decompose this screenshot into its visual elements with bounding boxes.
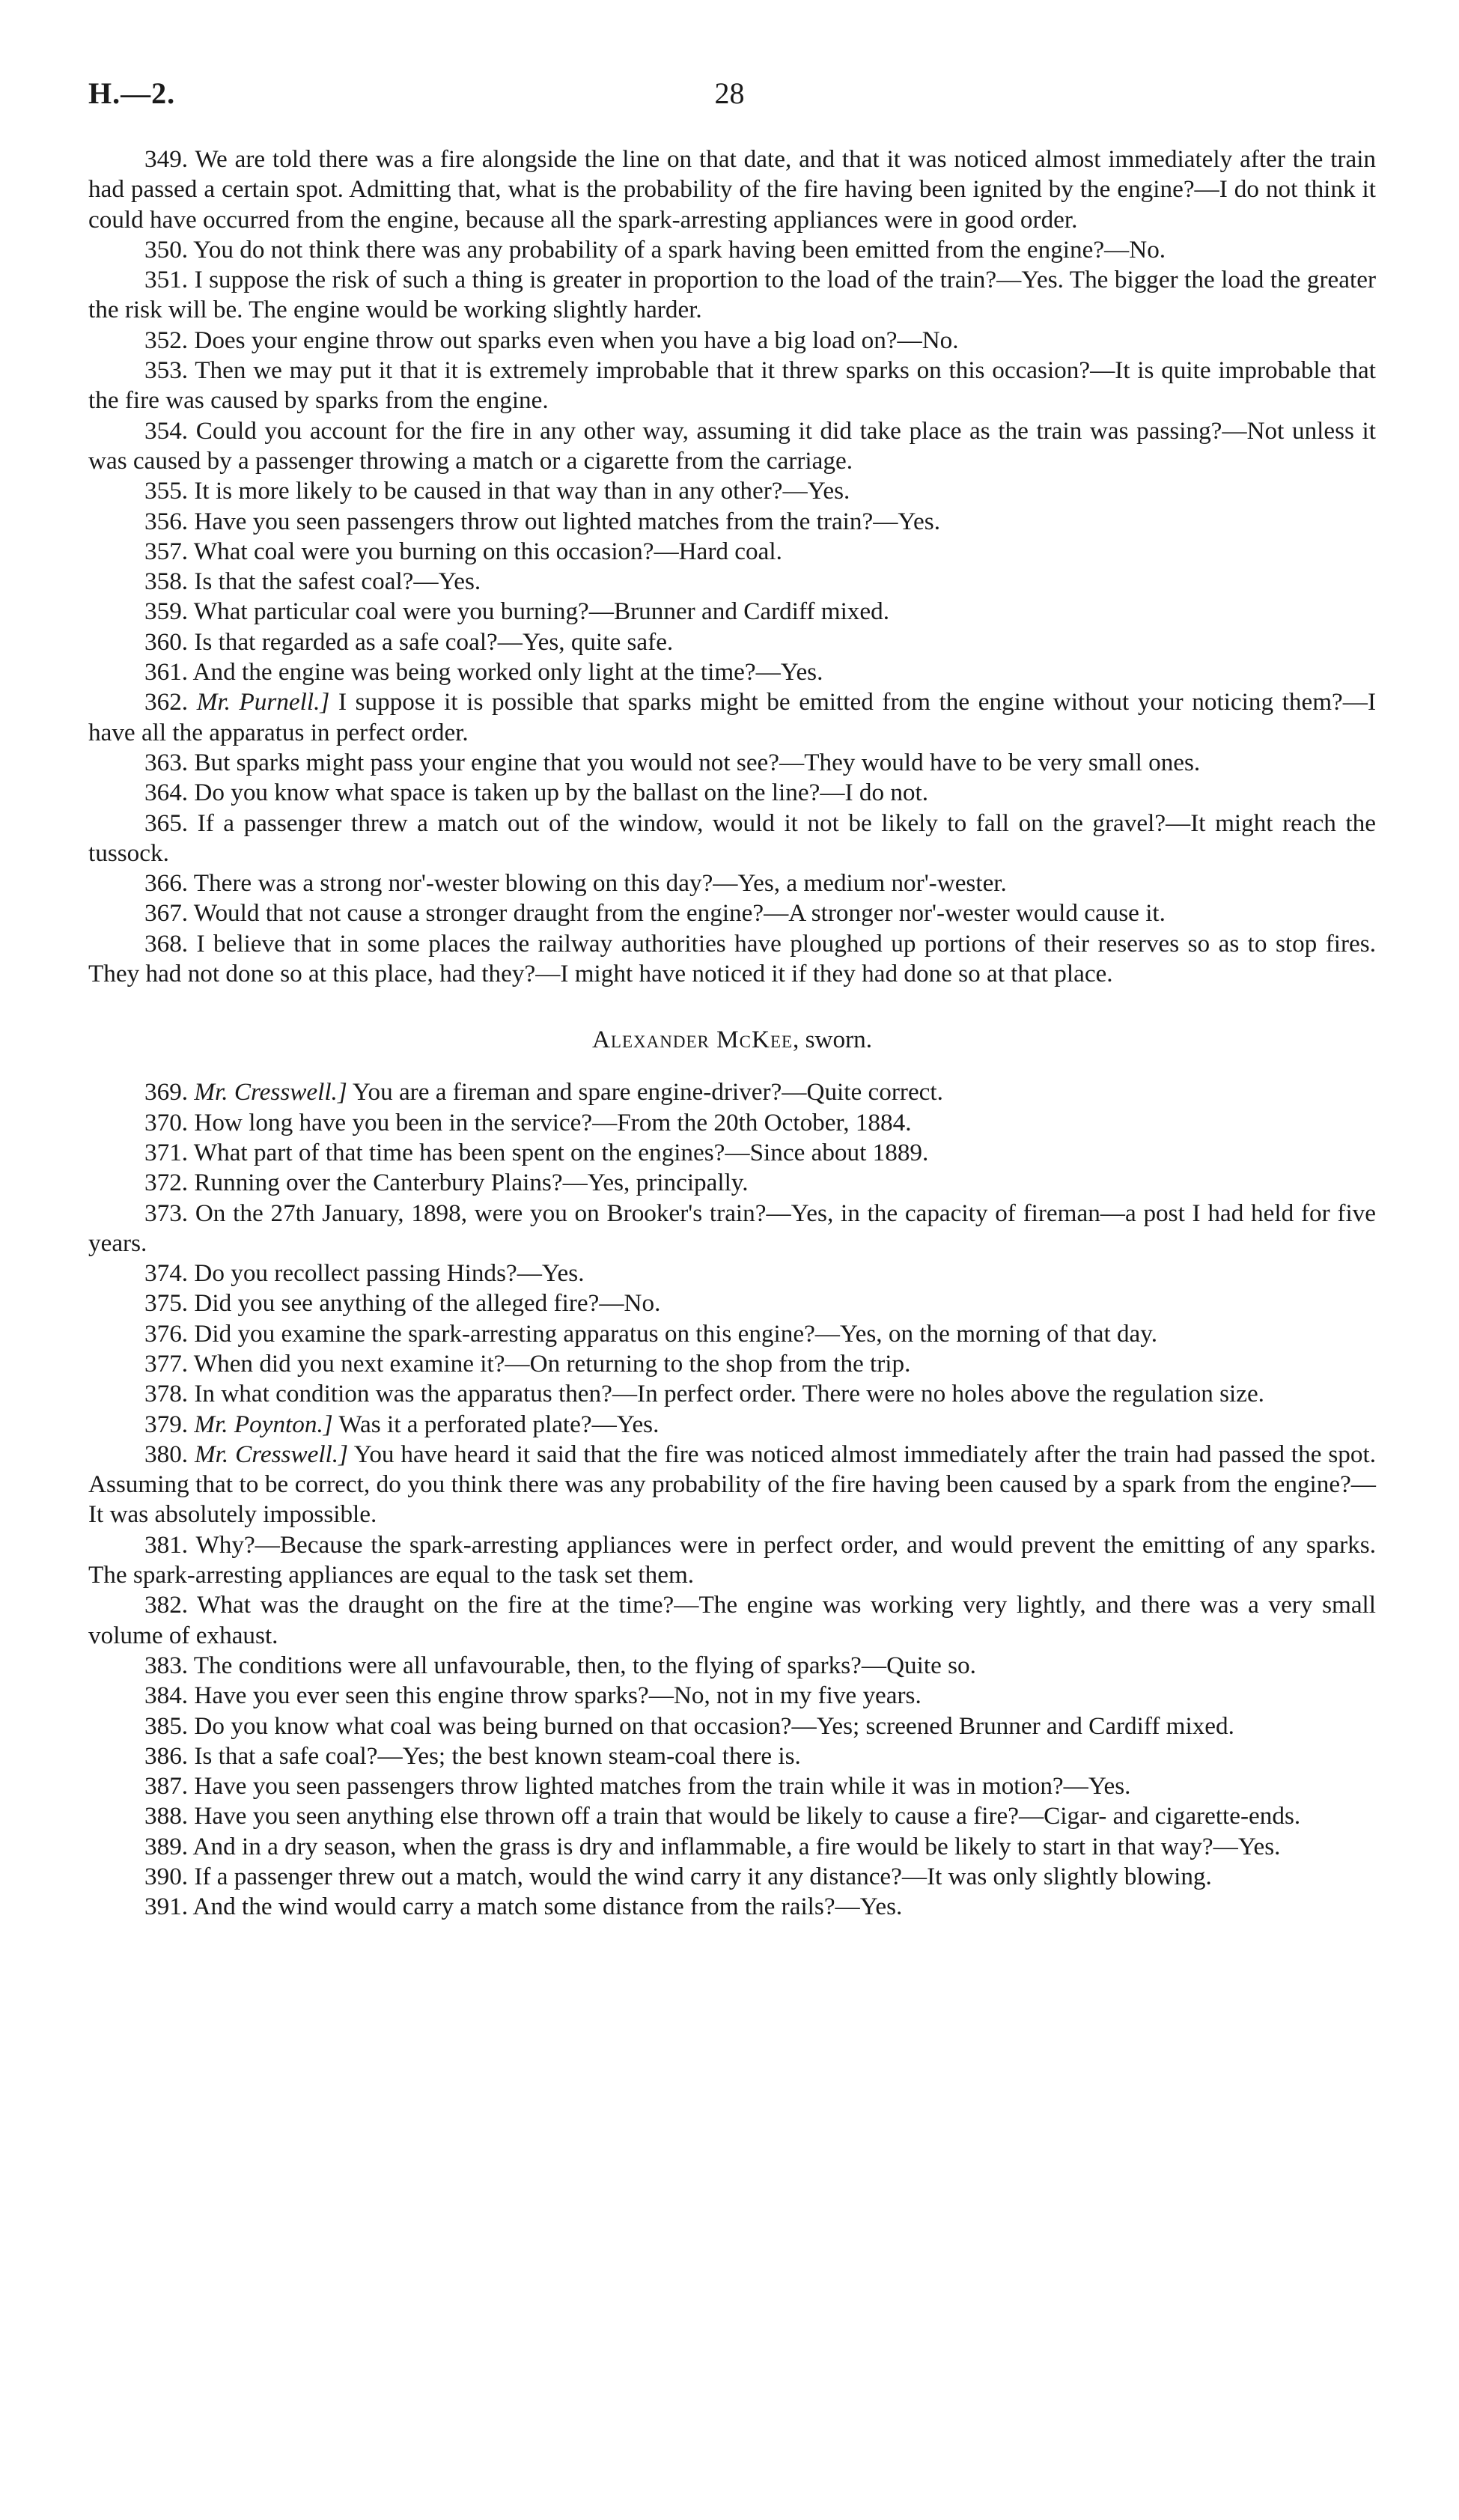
question-number: 387. bbox=[144, 1772, 189, 1801]
question-number: 388. bbox=[144, 1802, 189, 1830]
question-number: 376. bbox=[144, 1319, 189, 1348]
question-answer bbox=[88, 1288, 1376, 1318]
testimony-section-1 bbox=[88, 144, 1376, 989]
question-answer bbox=[88, 356, 1376, 416]
speaker-name: Mr. Cresswell.] bbox=[195, 1440, 348, 1468]
question-number: 374. bbox=[144, 1259, 189, 1288]
question-answer bbox=[88, 657, 1376, 687]
question-number: 356. bbox=[144, 507, 189, 535]
question-number: 383. bbox=[144, 1651, 189, 1679]
exchange-text: How long have you been in the service?—From the 20th October, 1884. bbox=[194, 1108, 912, 1136]
exchange-text: The conditions were all unfavourable, then, to the flying of sparks?—Quite so. bbox=[193, 1651, 976, 1679]
question-answer bbox=[88, 1199, 1376, 1259]
question-answer bbox=[88, 809, 1376, 869]
exchange-text: Is that the safest coal?—Yes. bbox=[194, 567, 481, 596]
question-answer bbox=[88, 1681, 1376, 1711]
exchange-text: When did you next examine it?—On returning to the shop from the trip. bbox=[193, 1349, 911, 1378]
question-number: 380. bbox=[144, 1440, 189, 1468]
question-number: 378. bbox=[144, 1380, 189, 1408]
question-answer bbox=[88, 1590, 1376, 1651]
exchange-text: Have you seen passengers throw out lighted matches from the train?—Yes. bbox=[194, 507, 941, 535]
question-answer bbox=[88, 1259, 1376, 1288]
exchange-text: Do you know what coal was being burned on that occasion?—Yes; screened Brunner and Cardiff mixed. bbox=[194, 1711, 1234, 1740]
exchange-text: What was the draught on the fire at the time?—The engine was working very lightly, and there was a very small volume of exhaust. bbox=[88, 1591, 1376, 1649]
question-number: 381. bbox=[144, 1530, 189, 1559]
question-answer bbox=[88, 748, 1376, 778]
question-answer bbox=[88, 868, 1376, 898]
exchange-text: And the wind would carry a match some distance from the rails?—Yes. bbox=[192, 1893, 903, 1921]
question-number: 355. bbox=[144, 477, 189, 505]
question-number: 361. bbox=[144, 658, 189, 687]
question-number: 359. bbox=[144, 597, 189, 626]
question-answer bbox=[88, 1741, 1376, 1771]
witness-oath: , sworn. bbox=[793, 1026, 873, 1054]
question-answer bbox=[88, 1651, 1376, 1681]
question-number: 368. bbox=[144, 929, 189, 958]
testimony-section-2 bbox=[88, 1077, 1376, 1922]
question-number: 352. bbox=[144, 326, 189, 354]
question-answer bbox=[88, 1349, 1376, 1379]
exchange-text: We are told there was a fire alongside the line on that date, and that it was noticed almost immediately after the train had passed a certain spot. Admitting that, what is the probability of the fire having been ignited by the engine?—I do not think it could have occurred from the engine, because all the spark-arresting appliances were in good order. bbox=[88, 145, 1377, 234]
question-number: 371. bbox=[144, 1138, 189, 1166]
question-answer bbox=[88, 1801, 1376, 1831]
question-number: 382. bbox=[144, 1591, 189, 1619]
question-number: 370. bbox=[144, 1108, 189, 1136]
question-answer bbox=[88, 1892, 1376, 1922]
exchange-text: You are a fireman and spare engine-driver?—Quite correct. bbox=[352, 1078, 943, 1107]
question-number: 389. bbox=[144, 1832, 189, 1860]
exchange-text: Do you recollect passing Hinds?—Yes. bbox=[194, 1259, 585, 1288]
exchange-text: What coal were you burning on this occasion?—Hard coal. bbox=[193, 537, 782, 565]
exchange-text: I believe that in some places the railway authorities have ploughed up portions of their reserves so as to stop fires. They had not done so at this place, had they?—I might have noticed it if they had done so at that place. bbox=[88, 929, 1376, 988]
question-number: 366. bbox=[144, 869, 189, 898]
question-answer bbox=[88, 898, 1376, 928]
question-number: 369. bbox=[144, 1078, 189, 1107]
question-answer bbox=[88, 1862, 1376, 1892]
exchange-text: Running over the Canterbury Plains?—Yes, principally. bbox=[194, 1169, 749, 1197]
question-number: 358. bbox=[144, 567, 189, 596]
question-answer bbox=[88, 1108, 1376, 1138]
exchange-text: Could you account for the fire in any other way, assuming it did take place as the train was passing?—Not unless it was caused by a passenger throwing a match or a cigarette from the carriage. bbox=[88, 416, 1376, 475]
question-answer bbox=[88, 1530, 1376, 1591]
exchange-text: Do you know what space is taken up by the ballast on the line?—I do not. bbox=[194, 779, 929, 807]
exchange-text: And in a dry season, when the grass is dry and inflammable, a fire would be likely to start in that way?—Yes. bbox=[192, 1832, 1281, 1860]
question-answer bbox=[88, 1771, 1376, 1801]
exchange-text: Was it a perforated plate?—Yes. bbox=[338, 1410, 660, 1438]
speaker-name: Mr. Poynton.] bbox=[194, 1410, 333, 1438]
question-answer bbox=[88, 597, 1376, 627]
exchange-text: Then we may put it that it is extremely improbable that it threw sparks on this occasion?—It is quite improbable that the fire was caused by sparks from the engine. bbox=[88, 356, 1376, 415]
exchange-text: Is that regarded as a safe coal?—Yes, quite safe. bbox=[194, 627, 674, 656]
page-number: 28 bbox=[714, 76, 745, 110]
running-head bbox=[88, 75, 1371, 112]
exchange-text: And the engine was being worked only light at the time?—Yes. bbox=[192, 658, 823, 687]
question-number: 375. bbox=[144, 1289, 189, 1318]
question-answer bbox=[88, 235, 1376, 265]
question-number: 362. bbox=[144, 688, 189, 716]
exchange-text: Would that not cause a stronger draught from the engine?—A stronger nor'-wester would cause it. bbox=[193, 899, 1166, 928]
question-answer bbox=[88, 1319, 1376, 1349]
question-number: 350. bbox=[144, 235, 189, 264]
witness-heading bbox=[88, 1025, 1376, 1055]
question-number: 353. bbox=[144, 356, 189, 385]
exchange-text: What particular coal were you burning?—Brunner and Cardiff mixed. bbox=[193, 597, 890, 626]
question-number: 384. bbox=[144, 1681, 189, 1710]
exchange-text: What part of that time has been spent on the engines?—Since about 1889. bbox=[193, 1138, 929, 1166]
question-number: 390. bbox=[144, 1863, 189, 1891]
exchange-text: Did you see anything of the alleged fire?—No. bbox=[194, 1289, 661, 1318]
exchange-text: On the 27th January, 1898, were you on Brooker's train?—Yes, in the capacity of fireman—a post I had held for five years. bbox=[88, 1199, 1376, 1257]
exchange-text: Why?—Because the spark-arresting appliances were in perfect order, and would prevent the emitting of any sparks. The spark-arresting appliances are equal to the task set them. bbox=[88, 1530, 1376, 1589]
question-answer bbox=[88, 144, 1376, 235]
question-answer bbox=[88, 416, 1376, 477]
question-answer bbox=[88, 1832, 1376, 1862]
exchange-text: Is that a safe coal?—Yes; the best known steam-coal there is. bbox=[194, 1741, 801, 1770]
question-answer bbox=[88, 687, 1376, 748]
question-answer bbox=[88, 929, 1376, 990]
question-number: 351. bbox=[144, 266, 189, 294]
question-number: 365. bbox=[144, 809, 189, 837]
exchange-text: I suppose the risk of such a thing is greater in proportion to the load of the train?—Yes. The bigger the load the greater the risk will be. The engine would be working slightly harder. bbox=[88, 266, 1376, 324]
question-answer bbox=[88, 537, 1376, 567]
question-answer bbox=[88, 1138, 1376, 1168]
question-number: 357. bbox=[144, 537, 189, 565]
question-number: 391. bbox=[144, 1893, 189, 1921]
question-number: 386. bbox=[144, 1741, 189, 1770]
exchange-text: I suppose it is possible that sparks might be emitted from the engine without your noticing them?—I have all the apparatus in perfect order. bbox=[88, 688, 1377, 746]
exchange-text: Did you examine the spark-arresting apparatus on this engine?—Yes, on the morning of that day. bbox=[194, 1319, 1158, 1348]
question-answer bbox=[88, 1168, 1376, 1198]
speaker-name: Mr. Cresswell.] bbox=[194, 1078, 347, 1107]
body-text bbox=[88, 144, 1376, 1923]
question-number: 363. bbox=[144, 748, 189, 776]
question-answer bbox=[88, 326, 1376, 356]
question-answer bbox=[88, 1077, 1376, 1107]
question-answer bbox=[88, 778, 1376, 808]
question-number: 379. bbox=[144, 1410, 189, 1438]
exchange-text: There was a strong nor'-wester blowing on this day?—Yes, a medium nor'-wester. bbox=[193, 869, 1007, 898]
speaker-name: Mr. Purnell.] bbox=[196, 688, 330, 716]
document-reference: H.—2. bbox=[88, 76, 176, 110]
question-number: 385. bbox=[144, 1711, 189, 1740]
exchange-text: If a passenger threw out a match, would the wind carry it any distance?—It was only slightly blowing. bbox=[194, 1863, 1212, 1891]
question-answer bbox=[88, 1410, 1376, 1440]
question-number: 372. bbox=[144, 1169, 189, 1197]
question-number: 360. bbox=[144, 627, 189, 656]
exchange-text: In what condition was the apparatus then?—In perfect order. There were no holes above the regulation size. bbox=[194, 1380, 1264, 1408]
exchange-text: Does your engine throw out sparks even when you have a big load on?—No. bbox=[194, 326, 959, 354]
question-number: 373. bbox=[144, 1199, 189, 1227]
exchange-text: Have you seen anything else thrown off a train that would be likely to cause a fire?—Cigar- and cigarette-ends. bbox=[194, 1802, 1301, 1830]
question-answer bbox=[88, 567, 1376, 597]
question-answer bbox=[88, 627, 1376, 657]
question-number: 349. bbox=[144, 145, 189, 173]
exchange-text: You have heard it said that the fire was noticed almost immediately after the train had passed the spot. Assuming that to be correct, do you think there was any probability of the fire having been caused by a spark from the engine?—It was absolutely impossible. bbox=[88, 1440, 1377, 1529]
witness-name: Alexander McKee bbox=[591, 1026, 794, 1054]
exchange-text: If a passenger threw a match out of the window, would it not be likely to fall on the gravel?—It might reach the tussock. bbox=[88, 809, 1377, 867]
exchange-text: It is more likely to be caused in that way than in any other?—Yes. bbox=[194, 477, 850, 505]
exchange-text: You do not think there was any probability of a spark having been emitted from the engine?—No. bbox=[193, 235, 1166, 264]
exchange-text: Have you seen passengers throw lighted matches from the train while it was in motion?—Yes. bbox=[194, 1772, 1131, 1801]
exchange-text: But sparks might pass your engine that you would not see?—They would have to be very small ones. bbox=[194, 748, 1201, 776]
exchange-text: Have you ever seen this engine throw sparks?—No, not in my five years. bbox=[194, 1681, 922, 1710]
question-answer bbox=[88, 1440, 1376, 1530]
question-answer bbox=[88, 265, 1376, 326]
question-number: 354. bbox=[144, 416, 189, 445]
question-answer bbox=[88, 1379, 1376, 1409]
question-number: 364. bbox=[144, 779, 189, 807]
question-answer bbox=[88, 476, 1376, 506]
question-number: 377. bbox=[144, 1349, 189, 1378]
question-answer bbox=[88, 507, 1376, 537]
question-number: 367. bbox=[144, 899, 189, 928]
question-answer bbox=[88, 1711, 1376, 1741]
